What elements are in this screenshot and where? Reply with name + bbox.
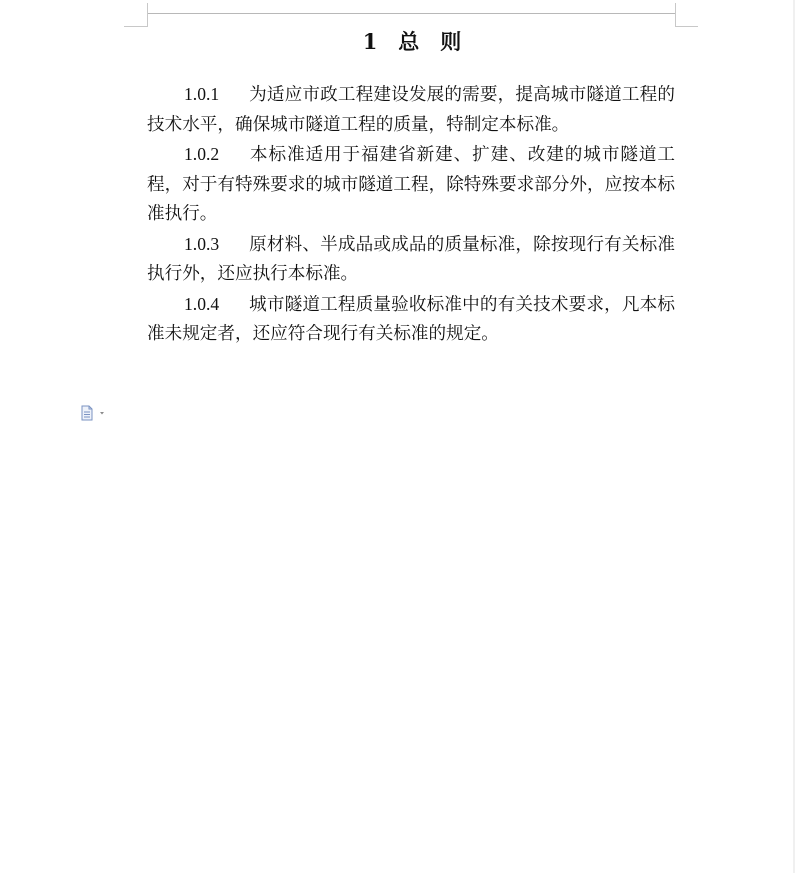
clause-paragraph [147, 290, 675, 350]
clause-number: 1.0.2 [184, 144, 220, 164]
clause-paragraph [147, 140, 675, 230]
document-body [147, 80, 675, 350]
paste-options-icon [80, 405, 108, 421]
clause-text: 为适应市政工程建设发展的需要，提高城市隧道工程的技术水平，确保城市隧道工程的质量，特制定本标准。 [147, 85, 675, 135]
clause-number: 1.0.3 [184, 233, 220, 254]
chevron-down-icon [100, 412, 104, 415]
chapter-title: 1 总 则 [362, 29, 462, 54]
clause-text: 原材料、半成品或成品的质量标准，除按现行有关标准执行外，还应执行本标准。 [147, 234, 675, 284]
clause-number: 1.0.4 [184, 293, 220, 314]
clause-paragraph [147, 80, 675, 140]
crop-mark-right-vertical [675, 3, 676, 27]
header-margin-line [147, 13, 675, 14]
clause-text: 本标准适用于福建省新建、扩建、改建的城市隧道工程，对于有特殊要求的城市隧道工程，除特殊要求部分外，应按本标准执行。 [147, 145, 675, 224]
clause-number: 1.0.1 [184, 84, 220, 104]
crop-mark-left-vertical [147, 3, 148, 27]
paste-options-button[interactable] [80, 405, 108, 421]
clause-text: 城市隧道工程质量验收标准中的有关技术要求，凡本标准未规定者，还应符合现行有关标准的规定。 [147, 294, 675, 344]
clause-paragraph [147, 230, 675, 290]
